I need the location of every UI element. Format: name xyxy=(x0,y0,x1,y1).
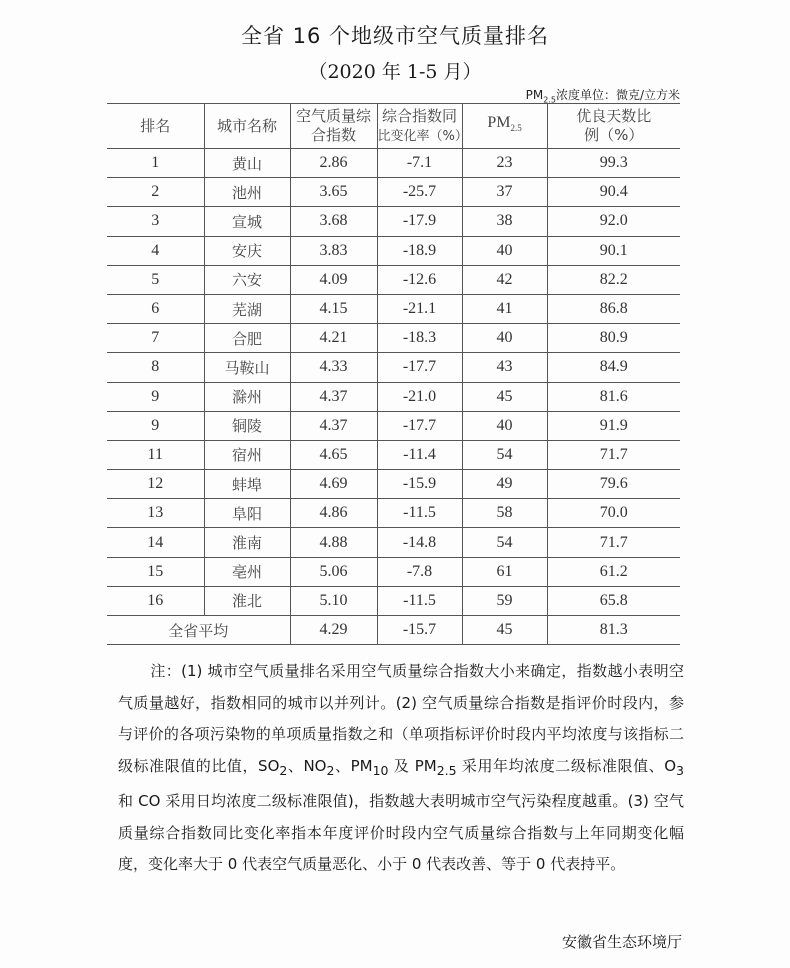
cell-pm25: 37 xyxy=(462,178,547,207)
and-text: 及 xyxy=(388,756,415,775)
table-row xyxy=(107,382,680,411)
cell-rank: 16 xyxy=(107,586,204,615)
cell-change: -25.7 xyxy=(377,178,462,207)
table-row xyxy=(107,207,680,236)
table-row xyxy=(107,353,680,382)
table-row xyxy=(107,557,680,586)
so2-label: SO xyxy=(258,756,280,775)
table-row xyxy=(107,411,680,440)
cell-index: 3.68 xyxy=(290,207,377,236)
cell-change: -21.0 xyxy=(377,382,462,411)
cell-good: 90.4 xyxy=(547,178,680,207)
unit-note xyxy=(526,86,680,104)
table-row xyxy=(107,324,680,353)
notes-part1: 注：(1) 城市空气质量排名采用空气质量综合指数大小来确定，指数越小表明空气质量越好，指数相同的城市以并列计。(2) 空气质量综合指数是指评价时段内，参与评价的各项污染物的单项质量指数之和（单项指标评价时段内平均浓度与该指标二级标准限值的比值， xyxy=(118,662,684,775)
cell-pm25: 54 xyxy=(462,528,547,557)
cell-city: 黄山 xyxy=(204,149,290,178)
cell-rank: 3 xyxy=(107,207,204,236)
unit-suffix: 浓度单位：微克/立方米 xyxy=(555,88,680,102)
cell-good: 79.6 xyxy=(547,470,680,499)
cell-change: -11.5 xyxy=(377,586,462,615)
cell-index: 5.10 xyxy=(290,586,377,615)
cell-city: 阜阳 xyxy=(204,499,290,528)
header-pm-main: PM xyxy=(487,114,511,132)
cell-index: 4.88 xyxy=(290,528,377,557)
header-good-line2: 例（%） xyxy=(584,126,644,144)
cell-index: 4.37 xyxy=(290,382,377,411)
unit-prefix: PM xyxy=(525,88,544,102)
cell-good: 92.0 xyxy=(547,207,680,236)
cell-pm25: 61 xyxy=(462,557,547,586)
header-aqi-index xyxy=(290,104,377,149)
cell-index: 4.69 xyxy=(290,470,377,499)
cell-change: -18.3 xyxy=(377,324,462,353)
cell-city: 马鞍山 xyxy=(204,353,290,382)
cell-city: 合肥 xyxy=(204,324,290,353)
notes-paragraph xyxy=(118,656,684,881)
average-good: 81.3 xyxy=(547,616,680,645)
unit-sub: 2.5 xyxy=(543,95,556,105)
cell-good: 61.2 xyxy=(547,557,680,586)
cell-rank: 13 xyxy=(107,499,204,528)
average-label: 全省平均 xyxy=(107,616,290,645)
pm10-label: PM xyxy=(350,756,373,775)
table-row xyxy=(107,265,680,294)
notes-part2: 采用年均浓度二级标准限值、 xyxy=(456,756,665,775)
no2-label: NO xyxy=(303,756,327,775)
cell-city: 宣城 xyxy=(204,207,290,236)
cell-pm25: 40 xyxy=(462,324,547,353)
cell-pm25: 54 xyxy=(462,440,547,469)
cell-rank: 15 xyxy=(107,557,204,586)
cell-index: 4.21 xyxy=(290,324,377,353)
sep2: 、 xyxy=(334,756,351,775)
cell-index: 4.33 xyxy=(290,353,377,382)
notes-part3: 和 CO 采用日均浓度二级标准限值)，指数越大表明城市空气污染程度越重。(3) 空气质量综合指数同比变化率指本年度评价时段内空气质量综合指数与上年同期变化幅度，变化率大于 0 代表空气质量恶化、小于 0 代表改善、等于 0 代表持平。 xyxy=(118,792,684,873)
cell-pm25: 40 xyxy=(462,411,547,440)
cell-change: -17.7 xyxy=(377,353,462,382)
pm25-label: PM xyxy=(414,756,437,775)
cell-change: -7.8 xyxy=(377,557,462,586)
cell-rank: 11 xyxy=(107,440,204,469)
cell-good: 71.7 xyxy=(547,440,680,469)
header-good-days xyxy=(547,104,680,149)
cell-change: -21.1 xyxy=(377,294,462,323)
cell-good: 86.8 xyxy=(547,294,680,323)
table-row xyxy=(107,528,680,557)
average-change: -15.7 xyxy=(377,616,462,645)
cell-good: 70.0 xyxy=(547,499,680,528)
cell-change: -12.6 xyxy=(377,265,462,294)
cell-city: 池州 xyxy=(204,178,290,207)
header-pm25 xyxy=(462,104,547,149)
cell-pm25: 42 xyxy=(462,265,547,294)
pm25-sub: 2.5 xyxy=(436,762,457,778)
cell-pm25: 43 xyxy=(462,353,547,382)
cell-rank: 4 xyxy=(107,236,204,265)
cell-index: 4.15 xyxy=(290,294,377,323)
cell-city: 六安 xyxy=(204,265,290,294)
cell-pm25: 23 xyxy=(462,149,547,178)
cell-city: 亳州 xyxy=(204,557,290,586)
cell-change: -11.5 xyxy=(377,499,462,528)
cell-index: 3.65 xyxy=(290,178,377,207)
cell-rank: 9 xyxy=(107,382,204,411)
sep1: 、 xyxy=(287,756,304,775)
notes xyxy=(118,656,684,881)
cell-rank: 7 xyxy=(107,324,204,353)
cell-city: 宿州 xyxy=(204,440,290,469)
cell-change: -7.1 xyxy=(377,149,462,178)
cell-pm25: 40 xyxy=(462,236,547,265)
ranking-table xyxy=(107,103,680,645)
cell-good: 84.9 xyxy=(547,353,680,382)
cell-good: 91.9 xyxy=(547,411,680,440)
cell-index: 3.83 xyxy=(290,236,377,265)
cell-rank: 8 xyxy=(107,353,204,382)
table-row xyxy=(107,499,680,528)
cell-index: 4.37 xyxy=(290,411,377,440)
cell-rank: 5 xyxy=(107,265,204,294)
cell-change: -11.4 xyxy=(377,440,462,469)
cell-change: -14.8 xyxy=(377,528,462,557)
cell-city: 滁州 xyxy=(204,382,290,411)
o3-sub: 3 xyxy=(676,762,684,778)
cell-good: 71.7 xyxy=(547,528,680,557)
so2-sub: 2 xyxy=(279,762,288,778)
pm10-sub: 10 xyxy=(372,762,389,778)
table-row xyxy=(107,178,680,207)
cell-index: 5.06 xyxy=(290,557,377,586)
cell-good: 99.3 xyxy=(547,149,680,178)
cell-pm25: 49 xyxy=(462,470,547,499)
document-title: 全省 16 个地级市空气质量排名 xyxy=(240,24,550,48)
header-aqi-line1: 空气质量综 xyxy=(295,107,371,125)
cell-city: 芜湖 xyxy=(204,294,290,323)
o3-label: O xyxy=(664,756,676,775)
cell-index: 2.86 xyxy=(290,149,377,178)
table-row xyxy=(107,440,680,469)
table-row xyxy=(107,294,680,323)
cell-pm25: 41 xyxy=(462,294,547,323)
table-row xyxy=(107,586,680,615)
signature: 安徽省生态环境厅 xyxy=(561,933,682,951)
table-row xyxy=(107,236,680,265)
document-subtitle: （2020 年 1-5 月） xyxy=(308,61,482,83)
header-city: 城市名称 xyxy=(204,104,290,149)
cell-city: 蚌埠 xyxy=(204,470,290,499)
header-aqi-line2: 合指数 xyxy=(310,126,356,144)
header-change-line2: 比变化率（%） xyxy=(377,128,468,144)
table-header-row xyxy=(107,104,680,149)
cell-good: 80.9 xyxy=(547,324,680,353)
cell-index: 4.09 xyxy=(290,265,377,294)
header-change-line1: 综合指数同 xyxy=(381,106,457,125)
cell-good: 82.2 xyxy=(547,265,680,294)
cell-rank: 6 xyxy=(107,294,204,323)
cell-change: -17.7 xyxy=(377,411,462,440)
cell-change: -17.9 xyxy=(377,207,462,236)
header-change-rate xyxy=(377,104,468,149)
header-pm-sub: 2.5 xyxy=(510,123,522,134)
cell-rank: 9 xyxy=(107,411,204,440)
cell-pm25: 59 xyxy=(462,586,547,615)
table-row xyxy=(107,149,680,178)
cell-change: -15.9 xyxy=(377,470,462,499)
table-row xyxy=(107,470,680,499)
cell-index: 4.86 xyxy=(290,499,377,528)
cell-city: 安庆 xyxy=(204,236,290,265)
cell-rank: 14 xyxy=(107,528,204,557)
average-index: 4.29 xyxy=(290,616,377,645)
cell-pm25: 58 xyxy=(462,499,547,528)
cell-index: 4.65 xyxy=(290,440,377,469)
cell-good: 90.1 xyxy=(547,236,680,265)
cell-city: 铜陵 xyxy=(204,411,290,440)
cell-rank: 12 xyxy=(107,470,204,499)
cell-rank: 1 xyxy=(107,149,204,178)
cell-pm25: 38 xyxy=(462,207,547,236)
cell-good: 81.6 xyxy=(547,382,680,411)
cell-pm25: 45 xyxy=(462,382,547,411)
header-good-line1: 优良天数比 xyxy=(576,107,652,125)
no2-sub: 2 xyxy=(326,762,335,778)
average-row xyxy=(107,616,680,645)
cell-rank: 2 xyxy=(107,178,204,207)
cell-city: 淮北 xyxy=(204,586,290,615)
cell-change: -18.9 xyxy=(377,236,462,265)
cell-good: 65.8 xyxy=(547,586,680,615)
cell-city: 淮南 xyxy=(204,528,290,557)
average-pm25: 45 xyxy=(462,616,547,645)
header-rank: 排名 xyxy=(107,104,204,149)
